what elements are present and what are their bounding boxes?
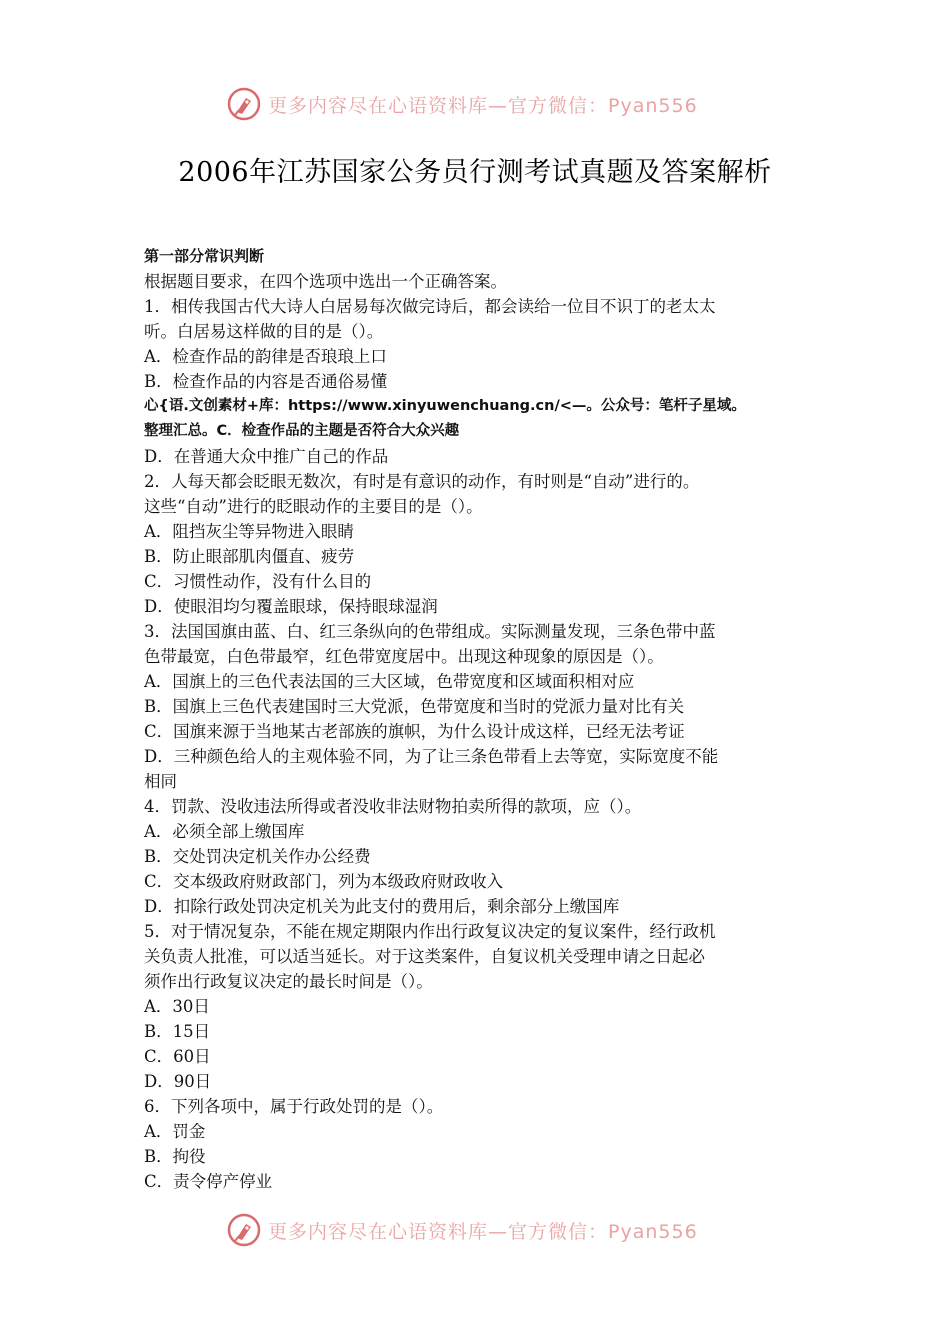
page-title: 2006年江苏国家公务员行测考试真题及答案解析 <box>178 157 772 188</box>
text-line: 4．罚款、没收违法所得或者没收非法财物拍卖所得的款项，应（）。 <box>144 797 642 816</box>
source-note-line: 心{语.文创素材+库：https://www.xinyuwenchuang.cn/<—。公众号：笔杆子星域。 <box>144 398 746 414</box>
text-line: D．扣除行政处罚决定机关为此支付的费用后，剩余部分上缴国库 <box>144 897 620 916</box>
text-line: B．检查作品的内容是否通俗易懂 <box>144 372 388 391</box>
text-line: B．国旗上三色代表建国时三大党派，色带宽度和当时的党派力量对比有关 <box>144 697 685 716</box>
text-line: D．三种颜色给人的主观体验不同，为了让三条色带看上去等宽，实际宽度不能 <box>144 747 719 766</box>
text-line: A．30日 <box>144 997 210 1016</box>
text-line: A．检查作品的韵律是否琅琅上口 <box>144 347 387 366</box>
watermark-text: 更多内容尽在心语资料库—官方微信：Pyan556 <box>268 94 698 117</box>
footer-watermark <box>226 1210 786 1250</box>
text-line: 关负责人批准，可以适当延长。对于这类案件，自复议机关受理申请之日起必 <box>144 947 705 966</box>
text-line: 3．法国国旗由蓝、白、红三条纵向的色带组成。实际测量发现，三条色带中蓝 <box>144 622 716 641</box>
text-line: 这些“自动”进行的眨眼动作的主要目的是（）。 <box>144 497 483 516</box>
text-line: 6．下列各项中，属于行政处罚的是（）。 <box>144 1097 444 1116</box>
text-line: 色带最宽，白色带最窄，红色带宽度居中。出现这种现象的原因是（）。 <box>144 647 664 666</box>
text-line: A．罚金 <box>144 1122 206 1141</box>
text-line: A．必须全部上缴国库 <box>144 822 305 841</box>
watermark-text: 更多内容尽在心语资料库—官方微信：Pyan556 <box>268 1220 698 1243</box>
section-heading: 第一部分常识判断 <box>144 247 265 265</box>
text-line: 2．人每天都会眨眼无数次，有时是有意识的动作，有时则是“自动”进行的。 <box>144 472 700 491</box>
text-line: C．国旗来源于当地某古老部族的旗帜，为什么设计成这样，已经无法考证 <box>144 722 685 741</box>
text-line: D．使眼泪均匀覆盖眼球，保持眼球湿润 <box>144 597 438 616</box>
text-line: B．防止眼部肌肉僵直、疲劳 <box>144 547 355 566</box>
text-line: B．交处罚决定机关作办公经费 <box>144 847 371 866</box>
text-line: 相同 <box>144 772 177 791</box>
text-line: B．15日 <box>144 1022 211 1041</box>
text-line: A．国旗上的三色代表法国的三大区域，色带宽度和区域面积相对应 <box>144 672 635 691</box>
source-note-line: 整理汇总。C．检查作品的主题是否符合大众兴趣 <box>144 423 460 439</box>
text-line: 1．相传我国古代大诗人白居易每次做完诗后，都会读给一位目不识丁的老太太 <box>144 297 716 316</box>
text-line: D．在普通大众中推广自己的作品 <box>144 447 389 466</box>
fountain-pen-nib-icon <box>226 1212 262 1248</box>
text-line: B．拘役 <box>144 1147 206 1166</box>
text-line: A．阻挡灰尘等异物进入眼睛 <box>144 522 354 541</box>
instruction-text: 根据题目要求，在四个选项中选出一个正确答案。 <box>144 272 507 291</box>
text-line: C．交本级政府财政部门，列为本级政府财政收入 <box>144 872 504 891</box>
text-line: 须作出行政复议决定的最长时间是（）。 <box>144 972 433 991</box>
text-line: C．60日 <box>144 1047 211 1066</box>
fountain-pen-nib-icon <box>226 86 262 122</box>
document-body <box>144 244 812 1194</box>
text-line: C．习惯性动作，没有什么目的 <box>144 572 372 591</box>
text-line: 听。白居易这样做的目的是（）。 <box>144 322 384 341</box>
header-watermark <box>226 84 786 124</box>
text-line: C．责令停产停业 <box>144 1172 273 1191</box>
text-line: 5．对于情况复杂，不能在规定期限内作出行政复议决定的复议案件，经行政机 <box>144 922 716 941</box>
text-line: D．90日 <box>144 1072 212 1091</box>
